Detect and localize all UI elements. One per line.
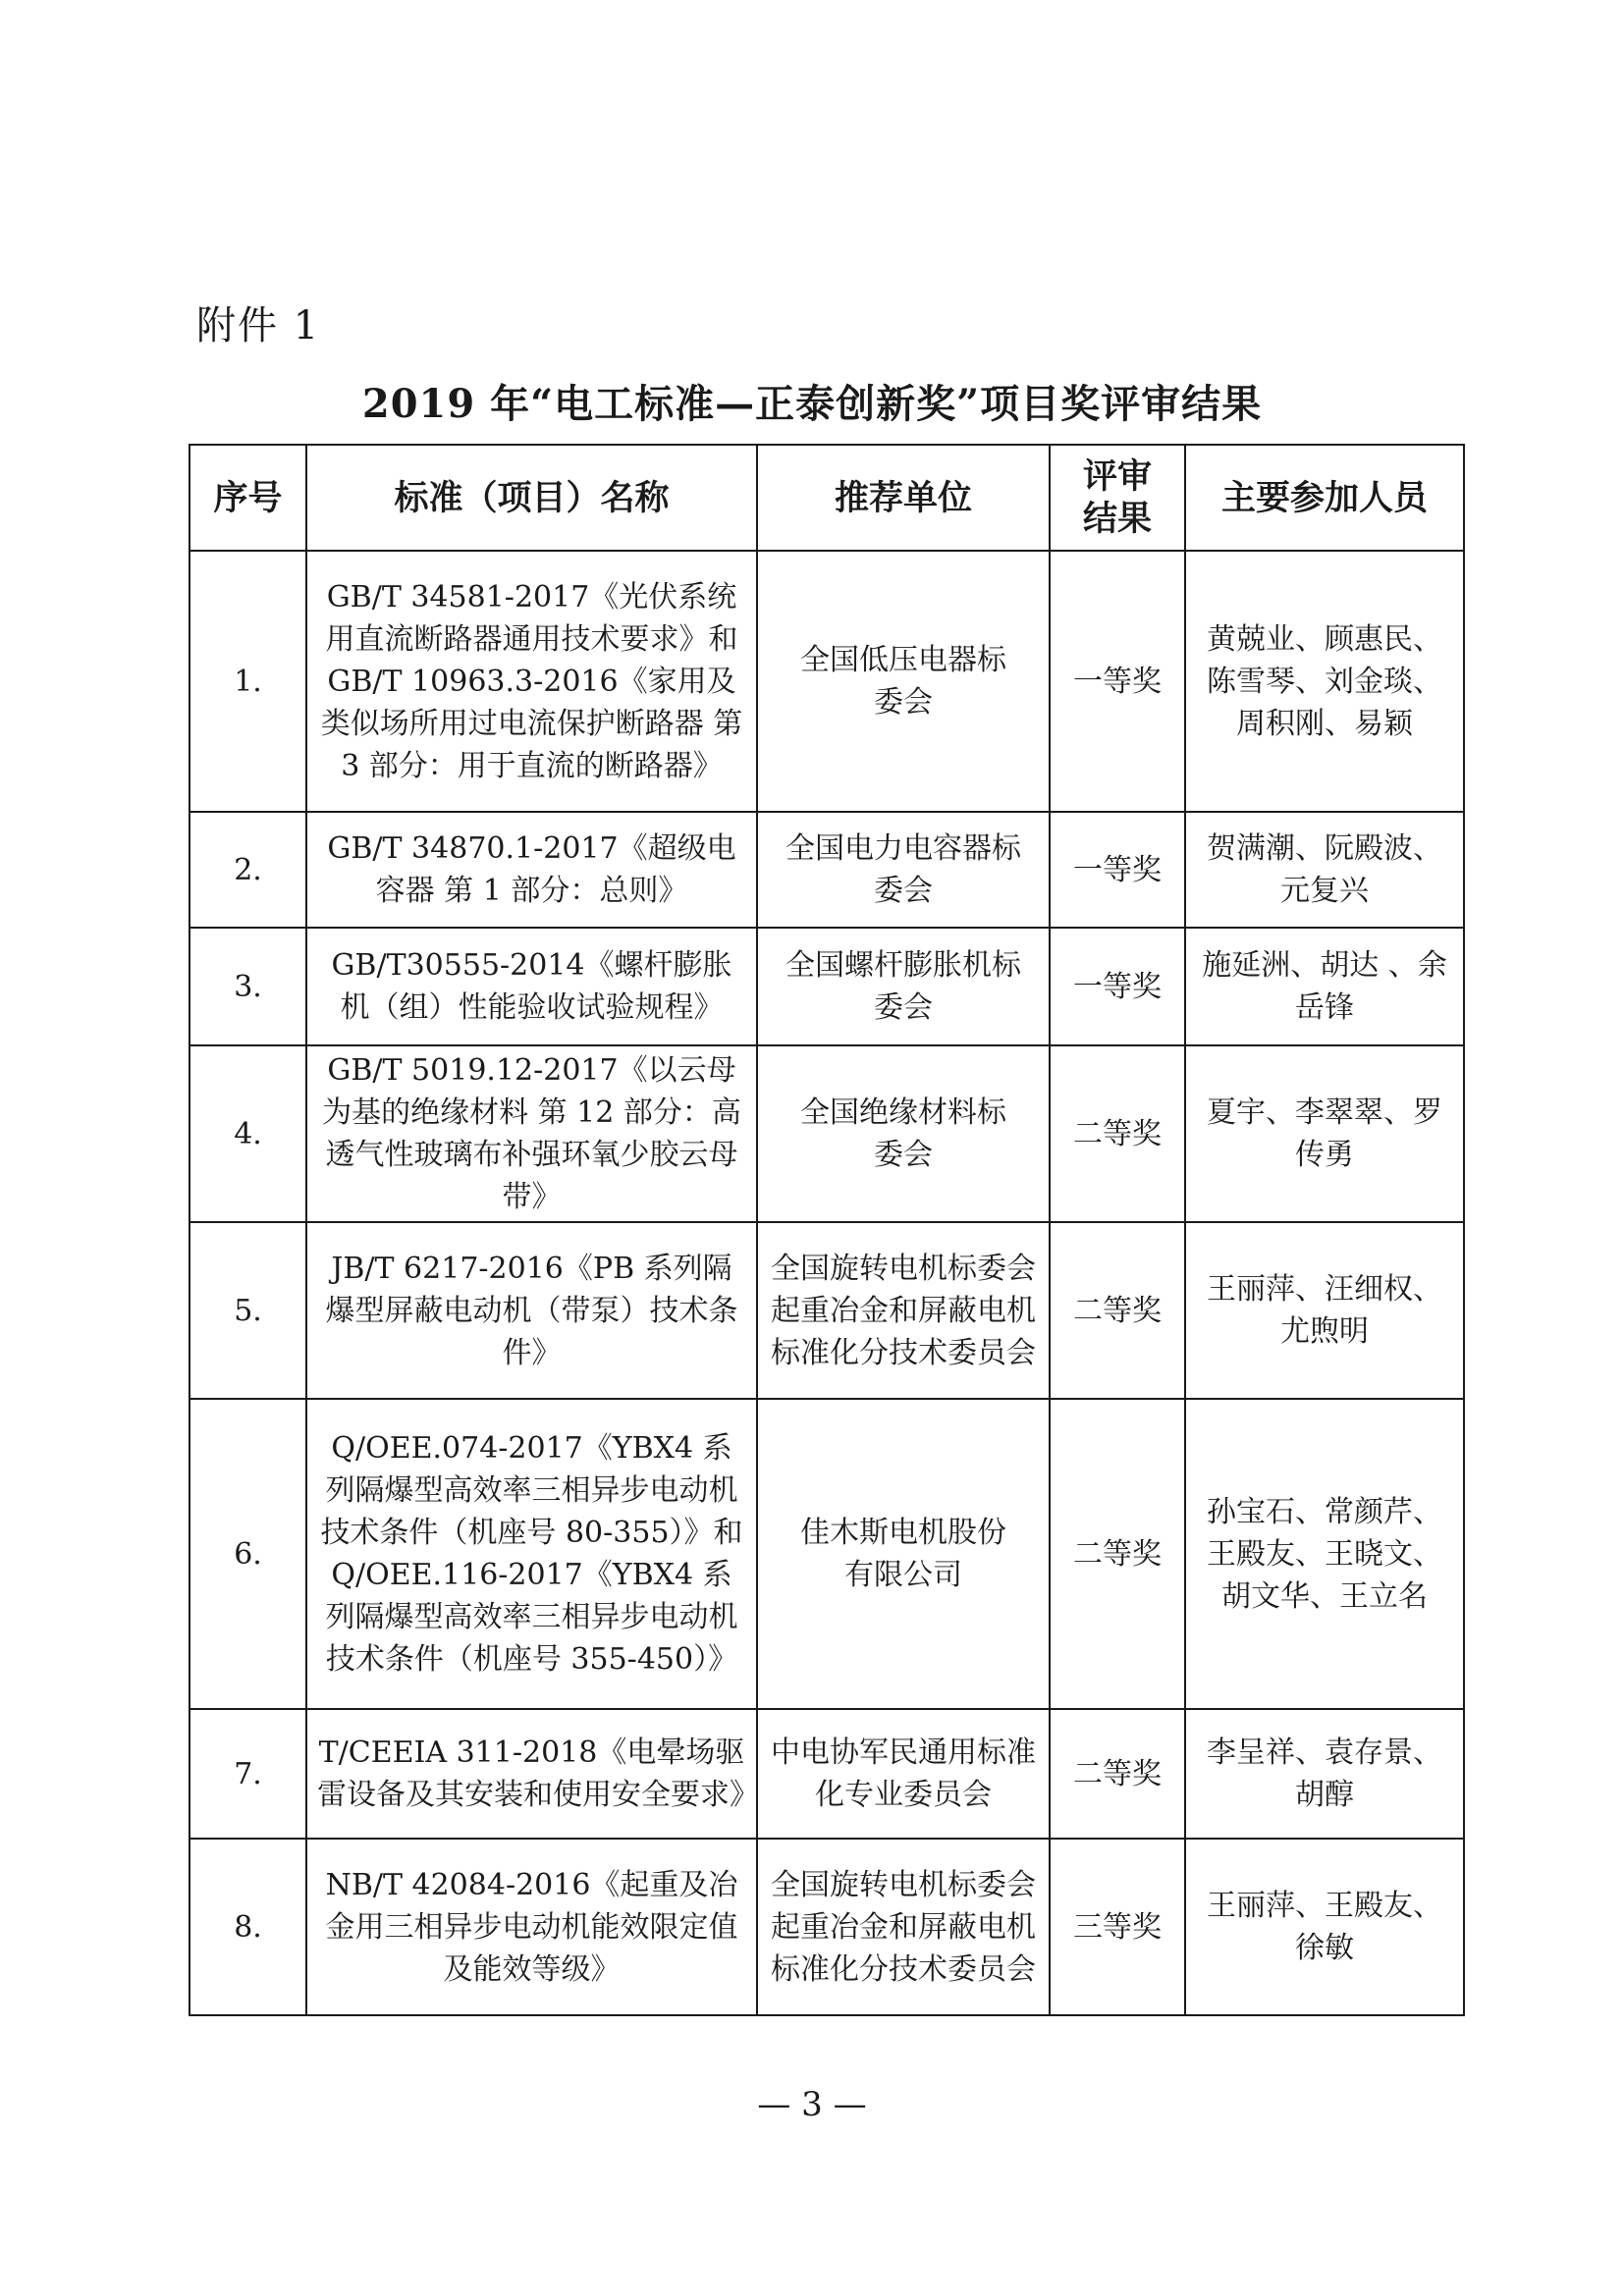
cell-no: 8. [189,1839,306,2015]
page-number: — 3 — [757,2085,867,2124]
cell-result: 二等奖 [1050,1222,1185,1399]
cell-result: 一等奖 [1050,928,1185,1045]
cell-members: 黄兢业、顾惠民、陈雪琴、刘金琰、周积刚、易颖 [1185,551,1464,812]
table-row [189,1045,1464,1222]
cell-unit: 中电协军民通用标准化专业委员会 [757,1709,1050,1839]
cell-no: 5. [189,1222,306,1399]
cell-unit: 全国螺杆膨胀机标委会 [757,928,1050,1045]
attachment-label: 附件 1 [196,303,321,348]
document-title: 2019 年“电工标准—正泰创新奖”项目奖评审结果 [361,381,1263,427]
cell-members: 贺满潮、阮殿波、元复兴 [1185,812,1464,928]
cell-unit: 全国旋转电机标委会起重冶金和屏蔽电机标准化分技术委员会 [757,1839,1050,2015]
table-row [189,1222,1464,1399]
cell-unit: 全国绝缘材料标委会 [757,1045,1050,1222]
cell-standard: Q/OEE.074-2017《YBX4 系列隔爆型高效率三相异步电动机技术条件（机座号 80-355）》和 Q/OEE.116-2017《YBX4 系列隔爆型高效率三相异步电动机技术条件（机座号 355-450）》 [306,1399,757,1709]
cell-no: 1. [189,551,306,812]
cell-standard: NB/T 42084-2016《起重及冶金用三相异步电动机能效限定值及能效等级》 [306,1839,757,2015]
cell-standard: JB/T 6217-2016《PB 系列隔爆型屏蔽电动机（带泵）技术条件》 [306,1222,757,1399]
cell-unit: 全国旋转电机标委会起重冶金和屏蔽电机标准化分技术委员会 [757,1222,1050,1399]
cell-no: 4. [189,1045,306,1222]
table-row [189,1399,1464,1709]
cell-result: 二等奖 [1050,1709,1185,1839]
cell-members: 王丽萍、汪细权、尤煦明 [1185,1222,1464,1399]
table-row [189,1839,1464,2015]
table-row [189,812,1464,928]
cell-result: 一等奖 [1050,551,1185,812]
header-unit: 推荐单位 [757,445,1050,551]
cell-no: 3. [189,928,306,1045]
cell-standard: GB/T 34870.1-2017《超级电容器 第 1 部分：总则》 [306,812,757,928]
cell-members: 孙宝石、常颜芹、王殿友、王晓文、胡文华、王立名 [1185,1399,1464,1709]
cell-standard: GB/T 5019.12-2017《以云母为基的绝缘材料 第 12 部分：高透气性玻璃布补强环氧少胶云母带》 [306,1045,757,1222]
cell-members: 李呈祥、袁存景、胡醇 [1185,1709,1464,1839]
table-header-row [189,445,1464,551]
cell-no: 6. [189,1399,306,1709]
cell-unit: 全国电力电容器标委会 [757,812,1050,928]
cell-no: 2. [189,812,306,928]
cell-result: 二等奖 [1050,1399,1185,1709]
cell-standard: T/CEEIA 311-2018《电晕场驱雷设备及其安装和使用安全要求》 [306,1709,757,1839]
cell-standard: GB/T 34581-2017《光伏系统用直流断路器通用技术要求》和 GB/T 10963.3-2016《家用及类似场所用过电流保护断路器 第 3 部分：用于直流的断路器》 [306,551,757,812]
table-row [189,1709,1464,1839]
cell-members: 夏宇、李翠翠、罗传勇 [1185,1045,1464,1222]
award-results-table [189,444,1465,2016]
cell-result: 二等奖 [1050,1045,1185,1222]
cell-result: 一等奖 [1050,812,1185,928]
header-standard: 标准（项目）名称 [306,445,757,551]
cell-members: 王丽萍、王殿友、徐敏 [1185,1839,1464,2015]
cell-unit: 全国低压电器标委会 [757,551,1050,812]
table-row [189,928,1464,1045]
cell-standard: GB/T30555-2014《螺杆膨胀机（组）性能验收试验规程》 [306,928,757,1045]
header-no: 序号 [189,445,306,551]
cell-no: 7. [189,1709,306,1839]
header-members: 主要参加人员 [1185,445,1464,551]
cell-members: 施延洲、胡达 、余岳锋 [1185,928,1464,1045]
header-result: 评审结果 [1050,445,1185,551]
cell-result: 三等奖 [1050,1839,1185,2015]
cell-unit: 佳木斯电机股份有限公司 [757,1399,1050,1709]
table-row [189,551,1464,812]
